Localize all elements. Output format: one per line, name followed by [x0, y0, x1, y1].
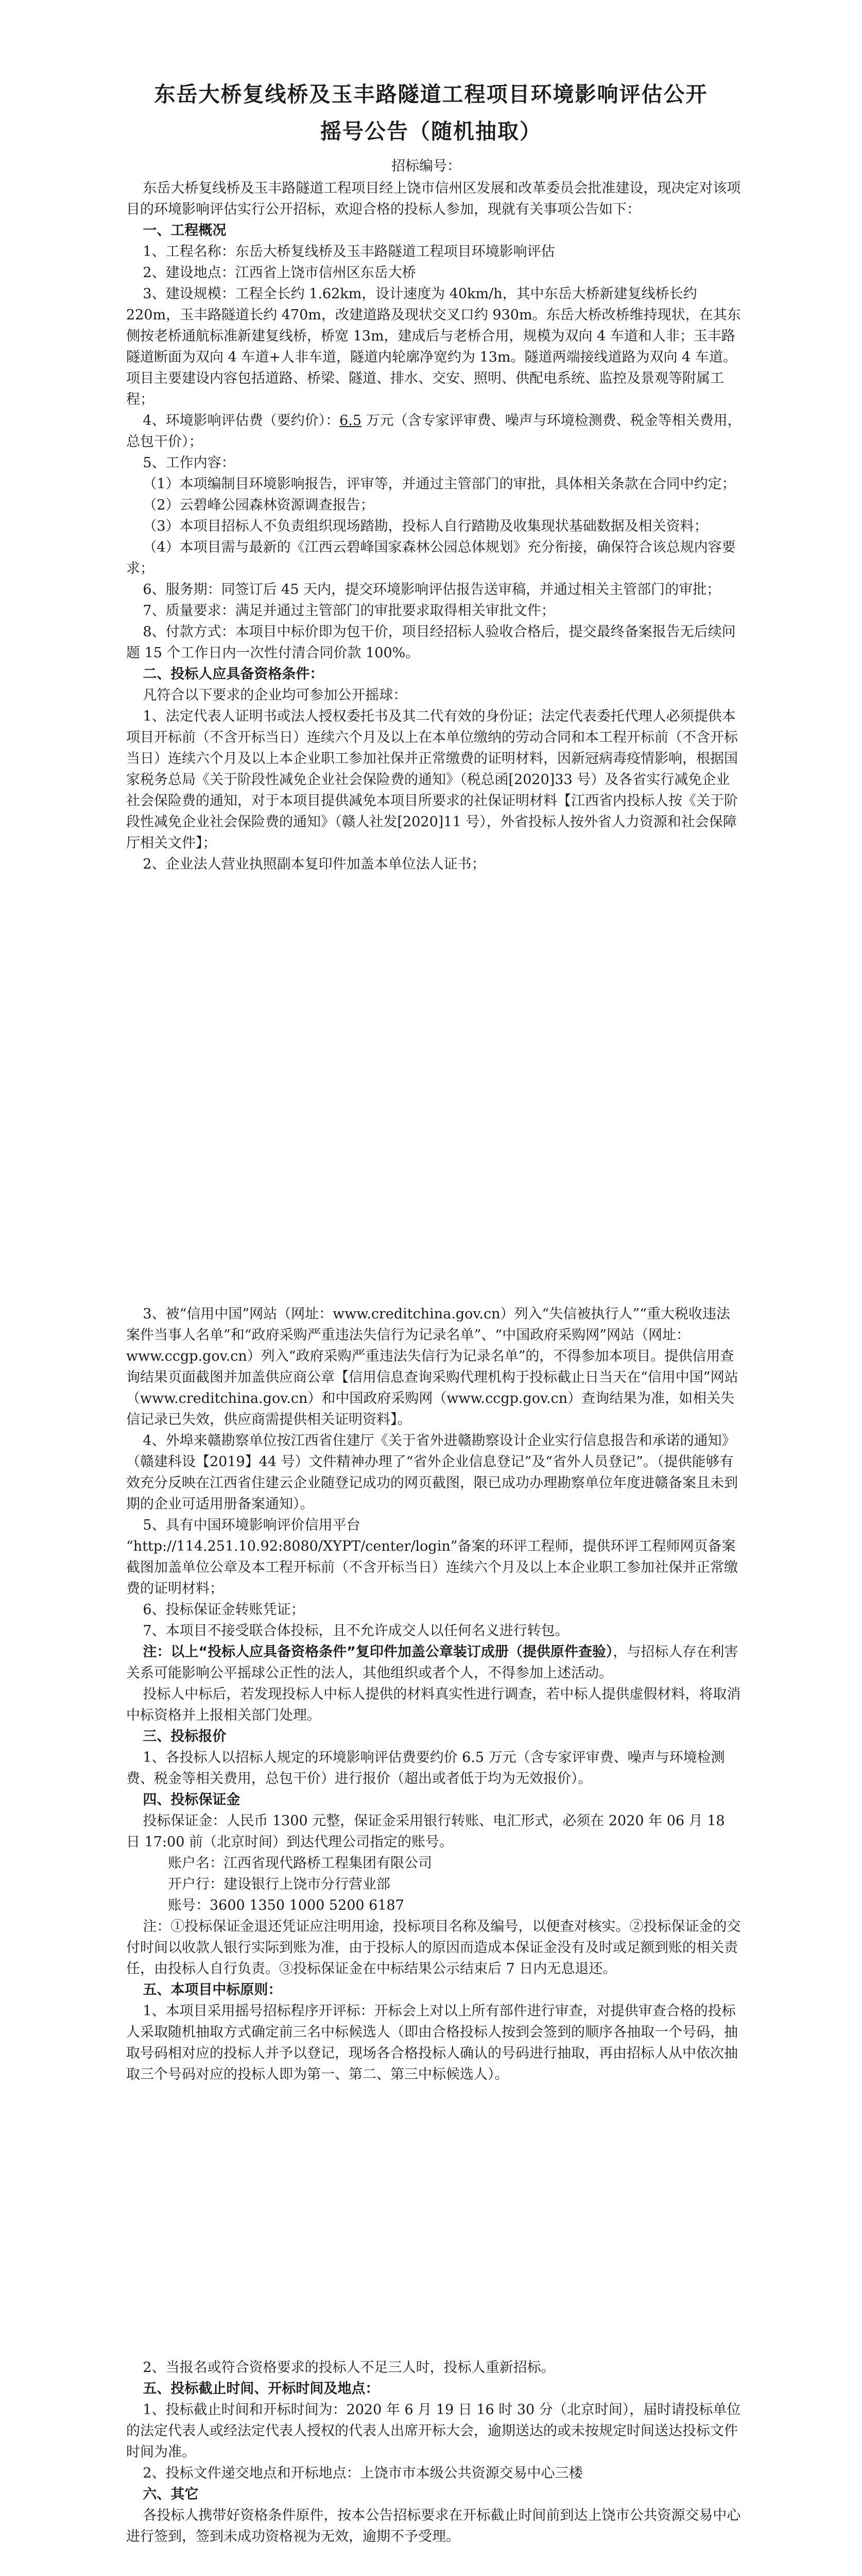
qualification-note [126, 1641, 742, 1684]
title-line-1: 东岳大桥复线桥及玉丰路隧道工程项目环境影响评估公开 [154, 82, 708, 107]
scope-item-3: （3）本项目招标人不负责组织现场踏勘，投标人自行踏勘及收集现状基础数据及相关资料； [143, 518, 708, 534]
account-name: 账户名：江西省现代路桥工程集团有限公司 [168, 1855, 432, 1871]
section-overview [126, 178, 742, 875]
qualification-6: 6、投标保证金转账凭证； [143, 1602, 305, 1618]
qualification-lead: 凡符合以下要求的企业均可参加公开摇球： [143, 687, 407, 703]
intro-paragraph: 东岳大桥复线桥及玉丰路隧道工程项目经上饶市信州区发展和改革委员会批准建设，现决定对该项目的环境影响评估实行公开招标，欢迎合格的投标人参加，现就有关事项公告如下： [126, 180, 741, 217]
deadline-time: 1、投标截止时间和开标时间为：2020 年 6 月 19 日 16 时 30 分（北京时间），届时请投标单位的法定代表人或经法定代表人授权的代表人出席开标大会，逾期送达的或未按规定时间送达投标文件时间为准。 [126, 2402, 741, 2460]
deposit-notes: 注：①投标保证金退还凭证应注明用途，投标项目名称及编号，以便查对核实。②投标保证金的交付时间以收款人银行实际到账为准，由于投标人的原因而造成本保证金没有及时或足额到账的相关责任，由投标人自行负责。③投标保证金在中标结果公示结束后 7 日内无息退还。 [126, 1919, 741, 1977]
bid-number-label: 招标编号： [391, 158, 461, 174]
fee-note: 万元（含专家评审费、噪声与环境检测费、税金等相关费用，总包干价）； [126, 413, 742, 450]
section-5-heading: 五、本项目中标原则： [143, 1982, 282, 1998]
project-fee [126, 410, 742, 452]
other-notes: 各投标人携带好资格条件原件，按本公告招标要求在开标截止时间前到达上饶市公共资源交易中心进行签到，签到未成功资格视为无效，逾期不予受理。 [126, 2507, 741, 2545]
section-3-heading: 三、投标报价 [143, 1728, 227, 1744]
section-2-heading: 二、投标人应具备资格条件： [143, 666, 324, 682]
project-location: 2、建设地点：江西省上饶市信州区东岳大桥 [143, 265, 416, 281]
scope-item-1: （1）本项编制目环境影响报告，评审等，并通过主管部门的审批，具体相关条款在合同中约定； [143, 476, 736, 492]
project-name: 1、工程名称：东岳大桥复线桥及玉丰路隧道工程项目环境影响评估 [143, 244, 555, 260]
submission-location: 2、投标文件递交地点和开标地点：上饶市市本级公共资源交易中心三楼 [143, 2465, 583, 2481]
payment-terms: 8、付款方式：本项目中标价即为包干价，项目经招标人验收合格后，提交最终备案报告无后续问题 15 个工作日内一次性付清合同价款 100%。 [126, 624, 736, 661]
service-period: 6、服务期：同签订后 45 天内，提交环境影响评估报告送审稿，并通过相关主管部门的审批； [143, 582, 721, 598]
section-deadline [126, 2357, 742, 2547]
quote-rule: 1、各投标人以招标人规定的环境影响评估费要约价 6.5 万元（含专家评审费、噪声与环境检测费、税金等相关费用，总包干价）进行报价（超出或者低于均为无效报价）。 [126, 1750, 725, 1787]
section-1-heading: 一、工程概况 [143, 223, 227, 239]
deposit-amount: 投标保证金：人民币 1300 元整，保证金采用银行转账、电汇形式，必须在 2020 年 06 月 18 日 17:00 前（北京时间）到达代理公司指定的账号。 [126, 1813, 725, 1850]
insufficient-bidders: 2、当报名或符合资格要求的投标人不足三人时，投标人重新招标。 [143, 2360, 555, 2376]
section-4-heading: 四、投标保证金 [143, 1792, 240, 1808]
lottery-rule: 1、本项目采用摇号招标程序开评标：开标会上对以上所有部件进行审查，对提供审查合格的投标人采取随机抽取方式确定前三名中标候选人（即由合格投标人按到会签到的顺序各抽取一个号码，抽取号码相对应的投标人并予以登记，现场各合格投标人确认的号码进行抽取，再由招标人从中依次抽取三个号码对应的投标人即为第一、第二、第三中标候选人）。 [126, 2003, 738, 2082]
section-qualifications-cont [126, 1303, 742, 2085]
qualification-4: 4、外埠来赣勘察单位按江西省住建厅《关于省外进赣勘察设计企业实行信息报告和承诺的通知》（赣建科设【2019】44 号）文件精神办理了“省外企业信息登记”及“省外人员登记”。（提供能够有效充分反映在江西省住建云企业随登记成功的网页截图，限已成功办理勘察单位年度进赣备案且未到期的企业可适用册备案通知）。 [126, 1433, 738, 1512]
false-document-clause: 投标人中标后，若发现投标人中标人提供的材料真实性进行调查，若中标人提供虚假材料，将取消中标资格并上报相关部门处理。 [126, 1686, 741, 1723]
quality-standard: 7、质量要求：满足并通过主管部门的审批要求取得相关审批文件； [143, 603, 555, 619]
project-scale: 3、建设规模：工程全长约 1.62km，设计速度为 40km/h，其中东岳大桥新建复线桥长约 220m，玉丰路隧道长约 470m，改建道路及现状交叉口约 930m。东岳大桥改桥维持现状，在其东侧按老桥通航标准新建复线桥，桥宽 13m，建成后与老桥合用，规模为双向 4 车道和人非；玉丰路隧道断面为双向 4 车道+人非车道，隧道内轮廓净宽约为 13m。隧道两端接线道路为双向 4 车道。项目主要建设内容包括道路、桥梁、隧道、排水、交安、照明、供配电系统、监控及景观等附属工程； [126, 286, 741, 408]
scope-item-2: （2）云碧峰公园森林资源调查报告； [143, 497, 374, 513]
scope-heading: 5、工作内容： [143, 455, 235, 471]
note-emphasis: 注：以上“投标人应具备资格条件”复印件加盖公章装订成册（提供原件查验） [143, 1644, 613, 1660]
qualification-1: 1、法定代表人证明书或法人授权委托书及其二代有效的身份证；法定代表委托代理人必须提供本项目开标前（不含开标当日）连续六个月及以上在本单位缴纳的劳动合同和本工程开标前（不含开标当日）连续六个月及以上本企业职工参加社保并正常缴费的证明材料，因新冠病毒疫情影响，根据国家税务总局《关于阶段性减免企业社会保险费的通知》（税总函[2020]33 号）及各省实行减免企业社会保险费的通知，对于本项目提供减免本项目所要求的社保证明材料【江西省内投标人按《关于阶段性减免企业社会保险费的通知》（赣人社发[2020]11 号），外省投标人按外省人力资源和社会保障厅相关文件】； [126, 708, 738, 851]
note-rest: ，与招标人存在利害关系可能影响公平摇球公正性的法人，其他组织或者个人，不得参加上述活动。 [126, 1644, 738, 1681]
title-line-2: 摇号公告（随机抽取） [320, 119, 542, 144]
qualification-5a: 5、具有中国环境影响评价信用平台 [143, 1517, 360, 1533]
deadline-heading: 五、投标截止时间、开标时间及地点： [143, 2381, 380, 2397]
section-6-heading: 六、其它 [143, 2486, 199, 2502]
account-bank: 开户行：建设银行上饶市分行营业部 [168, 1876, 390, 1892]
scope-item-4: （4）本项目需与最新的《江西云碧峰国家森林公园总体规划》充分衔接，确保符合该总规内容要求； [126, 539, 736, 577]
fee-label: 4、环境影响评估费（要约价）： [143, 413, 340, 429]
qualification-7: 7、本项目不接受联合体投标，且不允许成交人以任何名义进行转包。 [143, 1623, 569, 1639]
account-number: 账号：3600 1350 1000 5200 6187 [168, 1897, 404, 1913]
qualification-2: 2、企业法人营业执照副本复印件加盖本单位法人证书； [143, 856, 486, 872]
qualification-3: 3、被“信用中国”网站（网址：www.creditchina.gov.cn）列入“失信被执行人”“重大税收违法案件当事人名单”和“政府采购严重违法失信行为记录名单”、“中国政府采购网”网站（网址：www.ccgp.gov.cn）列入“政府采购严重违法失信行为记录名单”的，不得参加本项目。提供信用查询结果页面截图并加盖供应商公章【信用信息查询采购代理机构于投标截止日当天在“信用中国”网站（www.creditchina.gov.cn）和中国政府采购网（www.ccgp.gov.cn）查询结果为准，如相关失信记录已失效，供应商需提供相关证明资料】。 [126, 1306, 738, 1428]
fee-value: 6.5 [339, 413, 362, 429]
qualification-5b: “http://114.251.10.92:8080/XYPT/center/login”备案的环评工程师，提供环评工程师网页备案截图加盖单位公章及本工程开标前（不含开标当日）连续六个月及以上本企业职工参加社保并正常缴费的证明材料； [126, 1538, 738, 1597]
